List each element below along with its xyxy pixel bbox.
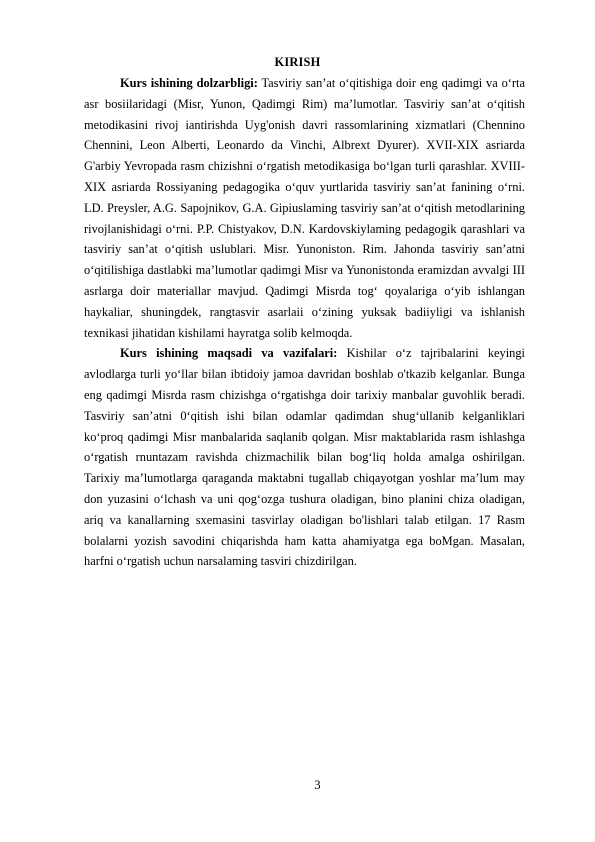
paragraph-relevance <box>84 73 525 343</box>
paragraph-text: Kishilar o‘z tajribalarini keyingi avlodlarga turli yo‘llar bilan ibtidoiy jamoa davridan boshlab o'tkazib kelganlar. Bunga eng qadimgi Misrda rasm chizishga o‘rgatishga doir tarixiy manbalar guvohlik beradi. Tasviriy san’atni 0‘qitish ishi bilan odamlar qadimdan shug‘ullanib kelganliklari ko‘proq qadimgi Misr manbalarida saqlanib qolgan. Misr maktablarida rasm ishlashga o‘rgatish rnuntazam ravishda chizmachilik bilan bog‘liq holda amalga oshirilgan. Tarixiy ma’lumotlarga qaraganda maktabni tugallab chiqayotgan yoshlar ma’lum may don yuzasini o‘lchash va uni qog‘ozga tushura oladigan, bino planini chiza oladigan, ariq va kanallarning sxemasini tasvirlay oladigan bo'lishlari talab etilgan. 17 Rasm bolalarni yozish savodini chiqarishda ham katta ahamiyatga ega boMgan. Masalan, harfni o‘rgatish uchun narsalaming tasviri chizdirilgan. <box>84 346 525 569</box>
paragraph-lead: Kurs ishining maqsadi va vazifalari: <box>120 346 338 361</box>
page-number: 3 <box>314 778 321 792</box>
paragraph-goals <box>84 343 525 572</box>
paragraph-lead: Kurs ishining dolzarbligi: <box>120 76 258 90</box>
paragraph-text: Tasviriy san’at o‘qitishiga doir eng qadimgi va o‘rta asr bosiilaridagi (Misr, Yunon, Qadimgi Rim) ma’lumotlar. Tasviriy san’at o‘qitish metodikasini rivoj iantirishda Uyg'onish davri rassomlarining xizmatlari (Chennino Chennini, Leon Alberti, Leonardo da Vinchi, Albrext Dyurer). XVII-XIX asriarda G'arbiy Yevropada rasm chizishni o‘rgatish metodikasiga bo‘lgan turli qarashlar. XVIII-XIX asriarda Rossiyaning pedagogika o‘quv yurtlarida tasviriy san’at fanining o‘rni. LD. Preysler, A.G. Sapojnikov, G.A. Gipiuslaming tasviriy san’at o‘qitish metodlarining rivojlanishidagi o‘rni. P.P. Chistyakov, D.N. Kardovskiylaming pedagogik qarashlari va tasviriy san’at o‘qitish uslublari. Misr. Yunoniston. Rim. Jahonda tasviriy san’atni o‘qitilishiga dastlabki ma’lumotlar qadimgi Misr va Yunonistonda eramizdan avvalgi III asrlarga doir materiallar mavjud. Qadimgi Misrda tog‘ qoyalariga o‘yib ishlangan haykaliar, shuningdek, rangtasvir asarlaii o‘zining yuksak badiiyligi va ishlanish texnikasi jihatidan kishilami hayratga solib kelmoqda. <box>84 76 525 340</box>
body-text <box>84 73 525 572</box>
section-heading: KIRISH <box>274 55 321 69</box>
